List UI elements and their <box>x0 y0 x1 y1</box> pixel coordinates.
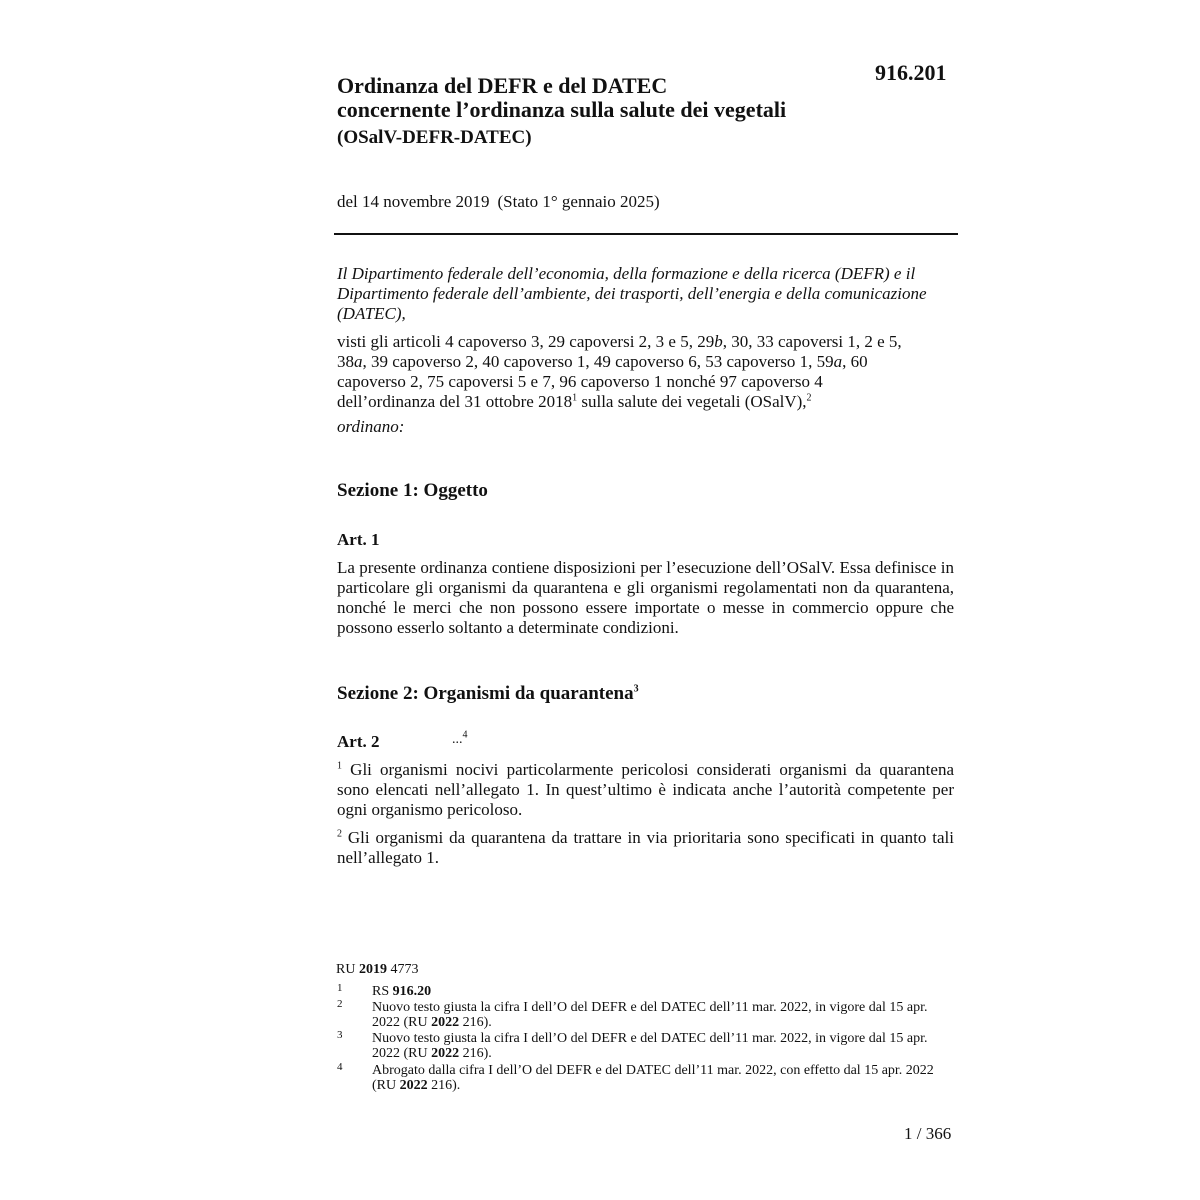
status-date: (Stato 1° gennaio 2025) <box>497 192 660 211</box>
article-1-text: La presente ordinanza contiene disposizioni per l’esecuzione dell’OSalV. Essa definisce in particolare gli organismi da quarantena e gli organismi regolamentati non da quarantena, nonché le merci che non possono essere importate o messe in commercio oppure che possono esserlo soltanto a determinate condizioni. <box>337 558 954 637</box>
footnote-ref-2[interactable]: 2 <box>806 392 812 404</box>
footnote-3: 3 Nuovo testo giusta la cifra I dell’O del DEFR e del DATEC dell’11 mar. 2022, in vigore dal 15 apr. 2022 (RU 2022 216). <box>337 1029 928 1061</box>
title-line-1: Ordinanza del DEFR e del DATEC <box>337 73 668 98</box>
article-2-paragraph-1: $^1$ Gli organismi nocivi particolarmente pericolosi considerati organismi da quarantena sono elencati nell’allegato 1. In quest’ultimo è indicata anche l’autorità competente per ogni organismo pericoloso. <box>337 760 954 819</box>
preamble-visti: visti gli articoli 4 capoverso 3, 29 capoversi 2, 3 e 5, 29b, 30, 33 capoversi 1, 2 e 5, 38a, 39 capoverso 2, 40 capoverso 1, 49 capoverso 6, 53 capoverso 1, 59a, 60 capoverso 2, 75 capoversi 5 e 7, 96 capoverso 1 nonché 97 capoverso 4 dell’ordinanza del 31 ottobre 2018$^1$ sulla salute dei vegetali (OSalV),$^2$ <box>337 332 902 411</box>
footnote-ref-3[interactable]: 3 <box>633 683 639 695</box>
section-2-heading: Sezione 2: Organismi da quarantena$^3$ <box>337 683 639 704</box>
footnote-1: 1 RS 916.20 <box>337 982 432 999</box>
footnote-2: 2 Nuovo testo giusta la cifra I dell’O del DEFR e del DATEC dell’11 mar. 2022, in vigore dal 15 apr. 2022 (RU 2022 216). <box>337 998 928 1030</box>
preamble-authorities: Il Dipartimento federale dell’economia, della formazione e della ricerca (DEFR) e il Dipartimento federale dell’ambiente, dei trasporti, dell’energia e della comunicazione (DATEC), <box>337 264 927 323</box>
article-2-label: Art. 2 <box>337 732 380 751</box>
footnote-ref-4[interactable]: 4 <box>462 729 468 741</box>
article-1-label: Art. 1 <box>337 530 380 549</box>
title-abbreviation: (OSalV-DEFR-DATEC) <box>337 127 532 148</box>
sr-number: 916.201 <box>875 60 947 85</box>
page-indicator: 1 / 366 <box>904 1124 952 1143</box>
section-1-heading: Sezione 1: Oggetto <box>337 480 488 501</box>
footnote-ref-1[interactable]: 1 <box>572 392 578 404</box>
article-2-paragraph-2: $^2$ Gli organismi da quarantena da trattare in via prioritaria sono specificati in quanto tali nell’allegato 1. <box>337 828 954 867</box>
document-title <box>337 74 897 150</box>
date-line <box>337 192 660 212</box>
enactment-date: del 14 novembre 2019 <box>337 192 490 211</box>
title-line-2: concernente l’ordinanza sulla salute dei vegetali <box>337 97 787 122</box>
preamble-ordinano: ordinano: <box>337 417 405 436</box>
article-2-note: ...$^4$ <box>452 729 468 747</box>
header-divider <box>334 233 958 235</box>
footnote-4: 4 Abrogato dalla cifra I dell’O del DEFR e del DATEC dell’11 mar. 2022, con effetto dal 15 apr. 2022 (RU 2022 216). <box>337 1061 934 1093</box>
ru-reference: RU 2019 4773 <box>336 962 419 977</box>
